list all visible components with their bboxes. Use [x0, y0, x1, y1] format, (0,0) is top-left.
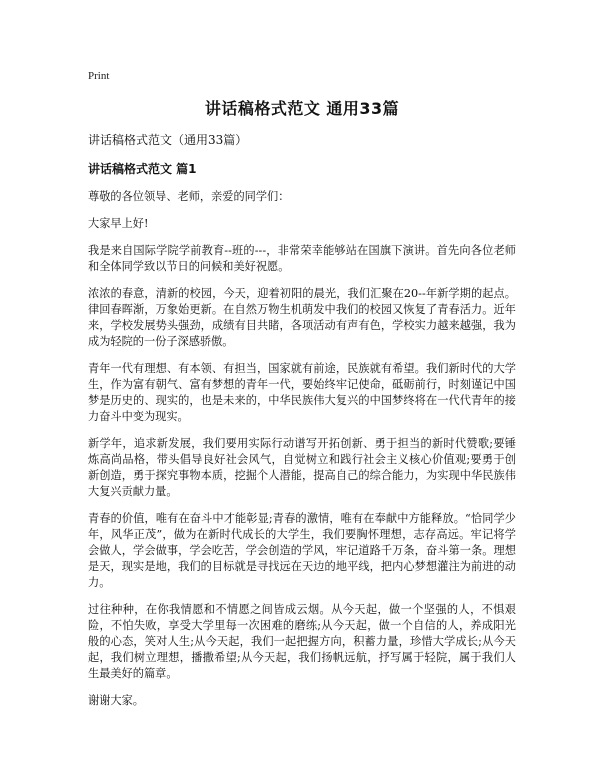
document-subtitle: 讲话稿格式范文（通用33篇） — [88, 133, 248, 147]
paragraph-greeting: 大家早上好! — [88, 217, 149, 230]
paragraph-youth: 青年一代有理想、有本领、有担当，国家就有前途，民族就有希望。我们新时代的大学生，作为富有朝气、富有梦想的青年一代，要始终牢记使命，砥砺前行，时刻谨记中国梦是历史的、现实的，也是未来的，中华民族伟大复兴的中国梦终将在一代代青年的接力奋斗中变为现实。 — [88, 362, 516, 423]
print-link[interactable]: Print — [88, 70, 110, 82]
paragraph-thanks: 谢谢大家。 — [88, 694, 144, 707]
paragraph-past: 过往种种，在你我情愿和不情愿之间皆成云烟。从今天起，做一个坚强的人，不惧艰险，不怕失败，享受大学里每一次困难的磨练;从今天起，做一个自信的人，养成阳光般的心态，笑对人生;从今天起，我们一起把握方向，积蓄力量，珍惜大学成长;从今天起，我们树立理想，播撒希望;从今天起，我们扬帆远航，抒写属于轻院，属于我们人生最美好的篇章。 — [88, 603, 516, 680]
paragraph-intro: 我是来自国际学院学前教育--班的---，非常荣幸能够站在国旗下演讲。首先向各位老师和全体同学致以节日的问候和美好祝愿。 — [88, 244, 516, 273]
paragraph-salutation: 尊敬的各位领导、老师，亲爱的同学们： — [88, 190, 290, 203]
paragraph-value: 青春的价值，唯有在奋斗中才能彰显;青春的激情，唯有在奉献中方能释放。“恰同学少年，风华正茂”，做为在新时代成长的大学生，我们要胸怀理想，志存高远。牢记将学会做人，学会做事，学会吃苦，学会创造的学风，牢记道路千万条，奋斗第一条。理想是天，现实是地，我们的目标就是寻找远在天边的地平线，把内心梦想灌注为前进的动力。 — [88, 512, 516, 589]
document-title: 讲话稿格式范文 通用33篇 — [204, 99, 400, 118]
paragraph-spring: 浓浓的春意，清新的校园，今天，迎着初阳的晨光，我们汇聚在20--年新学期的起点。律回春晖渐，万象始更新。在自然万物生机萌发中我们的校园又恢复了青春活力。近年来，学校发展势头强劲，成绩有目共睹，各项活动有声有色，学校实力越来越强，我为成为轻院的一份子深感骄傲。 — [88, 287, 516, 348]
paragraph-new-year: 新学年，追求新发展，我们要用实际行动谱写开拓创新、勇于担当的新时代赞歌;要锤炼高尚品格，带头倡导良好社会风气，自觉树立和践行社会主义核心价值观;要勇于创新创造，勇于探究事物本质，挖掘个人潜能，提高自己的综合能力，为实现中华民族伟大复兴贡献力量。 — [88, 437, 516, 498]
section-heading: 讲话稿格式范文 篇1 — [88, 162, 197, 176]
